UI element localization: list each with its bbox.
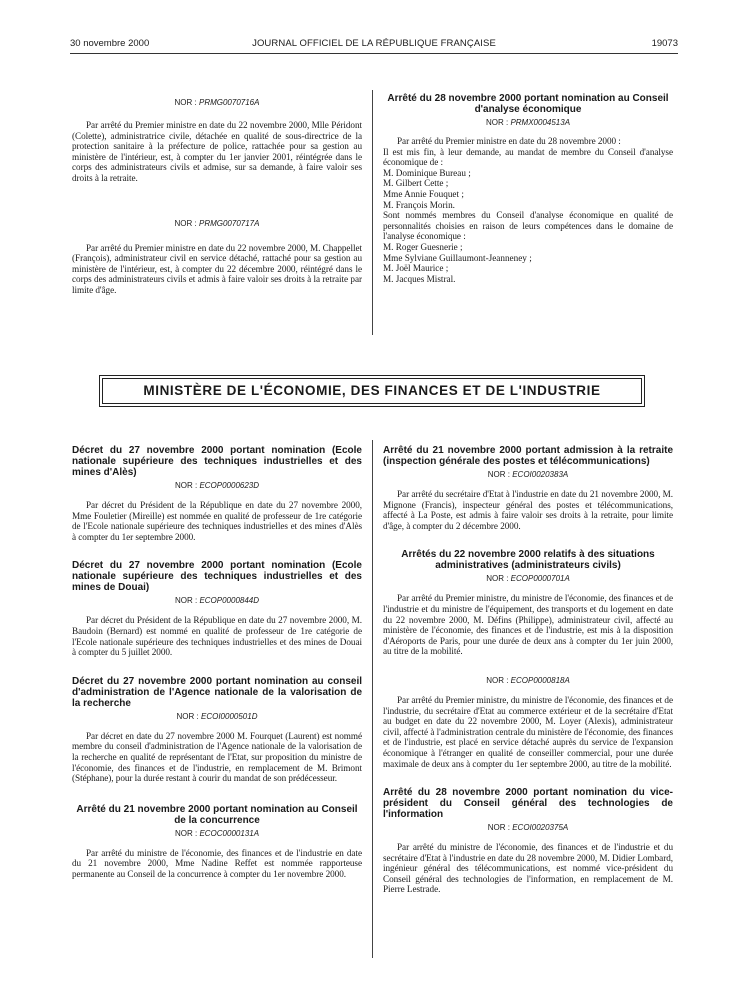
page-header bbox=[70, 38, 678, 52]
nor-reference: NOR : ECOP0000623D bbox=[174, 481, 260, 490]
decision-paragraph: Sont nommés membres du Conseil d'analyse économique en qualité de personnalités choisies en raison de leurs compétences dans le domaine de l'analyse économique : bbox=[383, 210, 673, 242]
decision-paragraph: Par décret du Président de la République en date du 27 novembre 2000, Mme Fouletier (Mireille) est nommée en qualité de professeur de 1re catégorie de l'Ecole nationale supérieure des techniques industrielles et des mines d'Alès à compter du 1er septembre 2000. bbox=[72, 500, 362, 542]
section-title: Décret du 27 novembre 2000 portant nomination (Ecole nationale supérieure des techniques industrielles et des mines d'Alès) bbox=[72, 445, 362, 478]
nor-reference: NOR : ECOC0000131A bbox=[174, 828, 260, 838]
nor-reference: NOR : PRMG0070716A bbox=[174, 98, 260, 107]
decree-section bbox=[72, 676, 362, 784]
decision-paragraph: Par arrêté du Premier ministre en date du 22 novembre 2000, M. Chappellet (François), administrateur civil en service détaché, rattaché pour sa gestion au ministère de l'intérieur, est, à compter du 22 décembre 2000, réintégré dans le corps des administrateurs civils et admis à faire valoir ses droits à la retraite par limite d'âge. bbox=[72, 242, 362, 295]
section-title: Décret du 27 novembre 2000 portant nomination (Ecole nationale supérieure des techniques industrielles et des mines de Douai) bbox=[72, 560, 362, 594]
section-title: Arrêtés du 22 novembre 2000 relatifs à des situations administratives (administrateurs civils) bbox=[401, 549, 655, 572]
member-item: Mme Annie Fouquet ; bbox=[383, 188, 464, 199]
nor-reference: NOR : PRMX0004513A bbox=[485, 118, 571, 127]
decision-paragraph: Par arrêté du Premier ministre en date du 22 novembre 2000, Mlle Péridont (Colette), administratrice civile, détachée en qualité de sous-directrice de la protection sanitaire à la préfecture de police, rattachée pour sa gestion au ministère de l'intérieur, est, à compter du 1er janvier 2001, réintégrée dans le corps des administrateurs civils et admise, sur sa demande, à faire valoir ses droits à la retraite. bbox=[72, 120, 362, 183]
decision-paragraph: Par arrêté du secrétaire d'Etat à l'industrie en date du 21 novembre 2000, M. Mignone (Francis), inspecteur général des postes et télécommunications, affecté à La Poste, est admis à faire valoir ses droits à la retraite, pour limite d'âge, à compter du 2 décembre 2000. bbox=[383, 489, 673, 531]
member-item: M. Roger Guesnerie ; bbox=[383, 241, 463, 252]
member-item: M. Dominique Bureau ; bbox=[383, 167, 471, 178]
section-title: Arrêté du 21 novembre 2000 portant nomination au Conseil de la concurrence bbox=[76, 803, 358, 826]
decision-paragraph: Par arrêté du ministre de l'économie, des finances et de l'industrie et du secrétaire d'Etat à l'industrie en date du 28 novembre 2000, M. Didier Lombard, ingénieur général des télécommunications, est nommé vice-président du Conseil général des technologies de l'information, en remplacement de M. Pierre Lestrade. bbox=[383, 842, 673, 895]
column-divider-bottom bbox=[372, 440, 373, 958]
decree-section bbox=[383, 445, 673, 531]
nor-reference: NOR : ECOI0020383A bbox=[487, 470, 569, 479]
decision-paragraph: Par arrêté du Premier ministre, du ministre de l'économie, des finances et de l'industrie et du ministre de l'équipement, des transports et du logement en date du 22 novembre 2000, M. Défins (Philippe), administrateur civil, affecté au ministère de l'économie, des finances et de l'industrie, est mis à la disposition d'Aéroports de Paris, pour une durée de deux ans à compter du 1er juin 2000, au titre de la mobilité. bbox=[383, 593, 673, 657]
section-title: Arrêté du 28 novembre 2000 portant nomination du vice-président du Conseil général des technologies de l'information bbox=[383, 787, 673, 821]
section-title: Décret du 27 novembre 2000 portant nomination au conseil d'administration de l'Agence nationale de la valorisation de la recherche bbox=[72, 675, 362, 709]
bottom-right-column bbox=[383, 445, 673, 895]
header-date: 30 novembre 2000 bbox=[70, 38, 150, 49]
member-item: Mme Sylviane Guillaumont-Jeanneney ; bbox=[383, 252, 532, 263]
top-left-column bbox=[72, 95, 362, 296]
bottom-left-column bbox=[72, 445, 362, 880]
decision-paragraph: Par arrêté du ministre de l'économie, des finances et de l'industrie en date du 21 novembre 2000, Mme Nadine Reffet est nommée rapporteuse permanente au Conseil de la concurrence à compter du 1er novembre 2000. bbox=[72, 847, 362, 879]
decision-line: Il est mis fin, à leur demande, au mandat de membre du Conseil d'analyse économique de : bbox=[383, 146, 673, 168]
decree-section bbox=[72, 804, 362, 880]
nor-reference: NOR : ECOP0000701A bbox=[486, 574, 570, 584]
header-title: JOURNAL OFFICIEL DE LA RÉPUBLIQUE FRANÇAISE bbox=[252, 38, 496, 49]
column-divider-top bbox=[372, 90, 373, 335]
decree-section bbox=[72, 560, 362, 657]
decree-section bbox=[383, 787, 673, 895]
header-rule bbox=[70, 53, 678, 54]
nor-reference: NOR : ECOP0000844D bbox=[174, 596, 260, 606]
section-title: Arrêté du 21 novembre 2000 portant admission à la retraite (inspection générale des postes et télécommunications) bbox=[383, 445, 673, 467]
member-item: M. François Morin. bbox=[383, 199, 455, 210]
decree-section bbox=[383, 549, 673, 657]
decree-section bbox=[383, 675, 673, 769]
decision-paragraph: Par arrêté du Premier ministre, du ministre de l'économie, des finances et de l'industrie, du secrétaire d'Etat au commerce extérieur et de la secrétaire d'Etat au budget en date du 22 novembre 2000, M. Loyer (Alexis), administrateur civil, affecté à l'administration centrale du ministère de l'économie, des finances et de l'industrie, est placé en service détaché auprès du service de l'expansion économique à l'étranger en qualité de conseiller commercial, pour une durée maximale de deux ans à compter du 1er septembre 2000, au titre de la mobilité. bbox=[383, 694, 673, 769]
member-item: M. Gilbert Cette ; bbox=[383, 178, 449, 189]
member-item: M. Jacques Mistral. bbox=[383, 273, 456, 284]
ministry-banner: MINISTÈRE DE L'ÉCONOMIE, DES FINANCES ET DE L'INDUSTRIE bbox=[102, 378, 642, 404]
decision-paragraph: Par décret en date du 27 novembre 2000 M. Fourquet (Laurent) est nommé membre du conseil d'administration de l'Agence nationale de la valorisation de la recherche en qualité de représentant de l'Etat, sur proposition du ministre de l'économie, des finances et de l'industrie, en remplacement de M. Brimont (Stéphane), pour la durée restant à courir du mandat de son prédécesseur. bbox=[72, 730, 362, 784]
decree-section bbox=[72, 445, 362, 542]
top-right-column bbox=[383, 93, 673, 284]
nor-reference: NOR : ECOP0000818A bbox=[486, 675, 570, 685]
nor-reference: NOR : ECOI0000501D bbox=[176, 711, 258, 721]
decision-paragraph: Par décret du Président de la République en date du 27 novembre 2000, M. Baudoin (Bernard) est nommé en qualité de professeur de 1re catégorie de l'Ecole nationale supérieure des techniques industrielles et des mines de Douai à compter du 5 juillet 2000. bbox=[72, 615, 362, 658]
section-title: Arrêté du 28 novembre 2000 portant nomination au Conseil d'analyse économique bbox=[387, 93, 669, 115]
header-page-number: 19073 bbox=[651, 38, 678, 49]
nor-reference: NOR : PRMG0070717A bbox=[174, 218, 260, 228]
decision-line: Par arrêté du Premier ministre en date du 28 novembre 2000 : bbox=[397, 136, 621, 146]
member-item: M. Joël Maurice ; bbox=[383, 263, 449, 274]
nor-reference: NOR : ECOI0020375A bbox=[487, 823, 569, 833]
